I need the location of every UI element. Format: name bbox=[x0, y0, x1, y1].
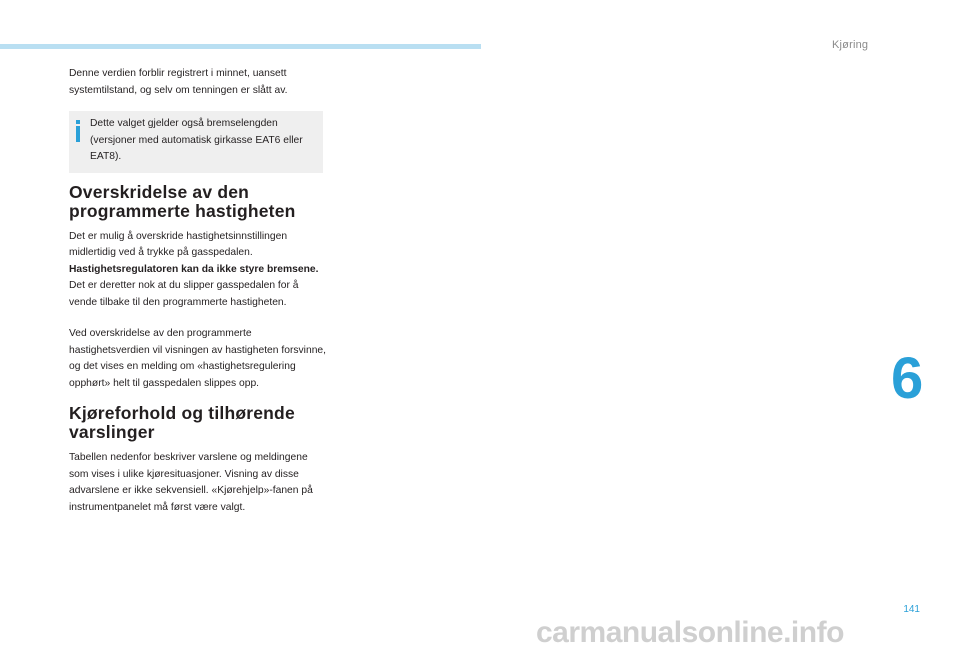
top-accent-bar bbox=[0, 44, 481, 49]
intro-paragraph: Denne verdien forblir registrert i minnet, uansett systemtilstand, og selv om tenningen er slått av. bbox=[69, 68, 288, 96]
info-box-text: Dette valget gjelder også bremselengden (versjoner med automatisk girkasse EAT6 eller EAT8). bbox=[90, 118, 303, 162]
section-heading-conditions: Kjøreforhold og tilhørende varslinger bbox=[69, 403, 295, 442]
override-text: Det er mulig å overskride hastighetsinnstillingen midlertidig ved å trykke på gasspedalen. bbox=[69, 230, 288, 258]
override-bold-text: Hastighetsregulatoren kan da ikke styre bremsene. bbox=[69, 263, 319, 275]
override-paragraph-1 bbox=[69, 229, 327, 312]
main-column bbox=[69, 66, 327, 516]
section-title: Kjøring bbox=[832, 39, 869, 51]
conditions-paragraph: Tabellen nedenfor beskriver varslene og meldingene som vises i ulike kjøresituasjoner. Visning av disse advarslene er ikke sekvensiell. «Kjørehjelp»-fanen på instrumentpanelet må først være valgt. bbox=[69, 452, 313, 513]
section-heading-override: Overskridelse av den programmerte hastigheten bbox=[69, 181, 296, 221]
info-box bbox=[69, 111, 323, 173]
page-number: 141 bbox=[903, 604, 920, 615]
override-paragraph-2: Ved overskridelse av den programmerte hastighetsverdien vil visningen av hastigheten forsvinne, og det vises en melding om «hastighetsregulering opphørt» helt til gasspedalen slippes opp. bbox=[69, 328, 327, 389]
info-icon bbox=[74, 120, 84, 142]
chapter-number: 6 bbox=[891, 346, 924, 411]
watermark: carmanualsonline.info bbox=[536, 616, 844, 649]
override-text-end: Det er deretter nok at du slipper gasspedalen for å vende tilbake til den programmerte hastigheten. bbox=[69, 280, 299, 308]
